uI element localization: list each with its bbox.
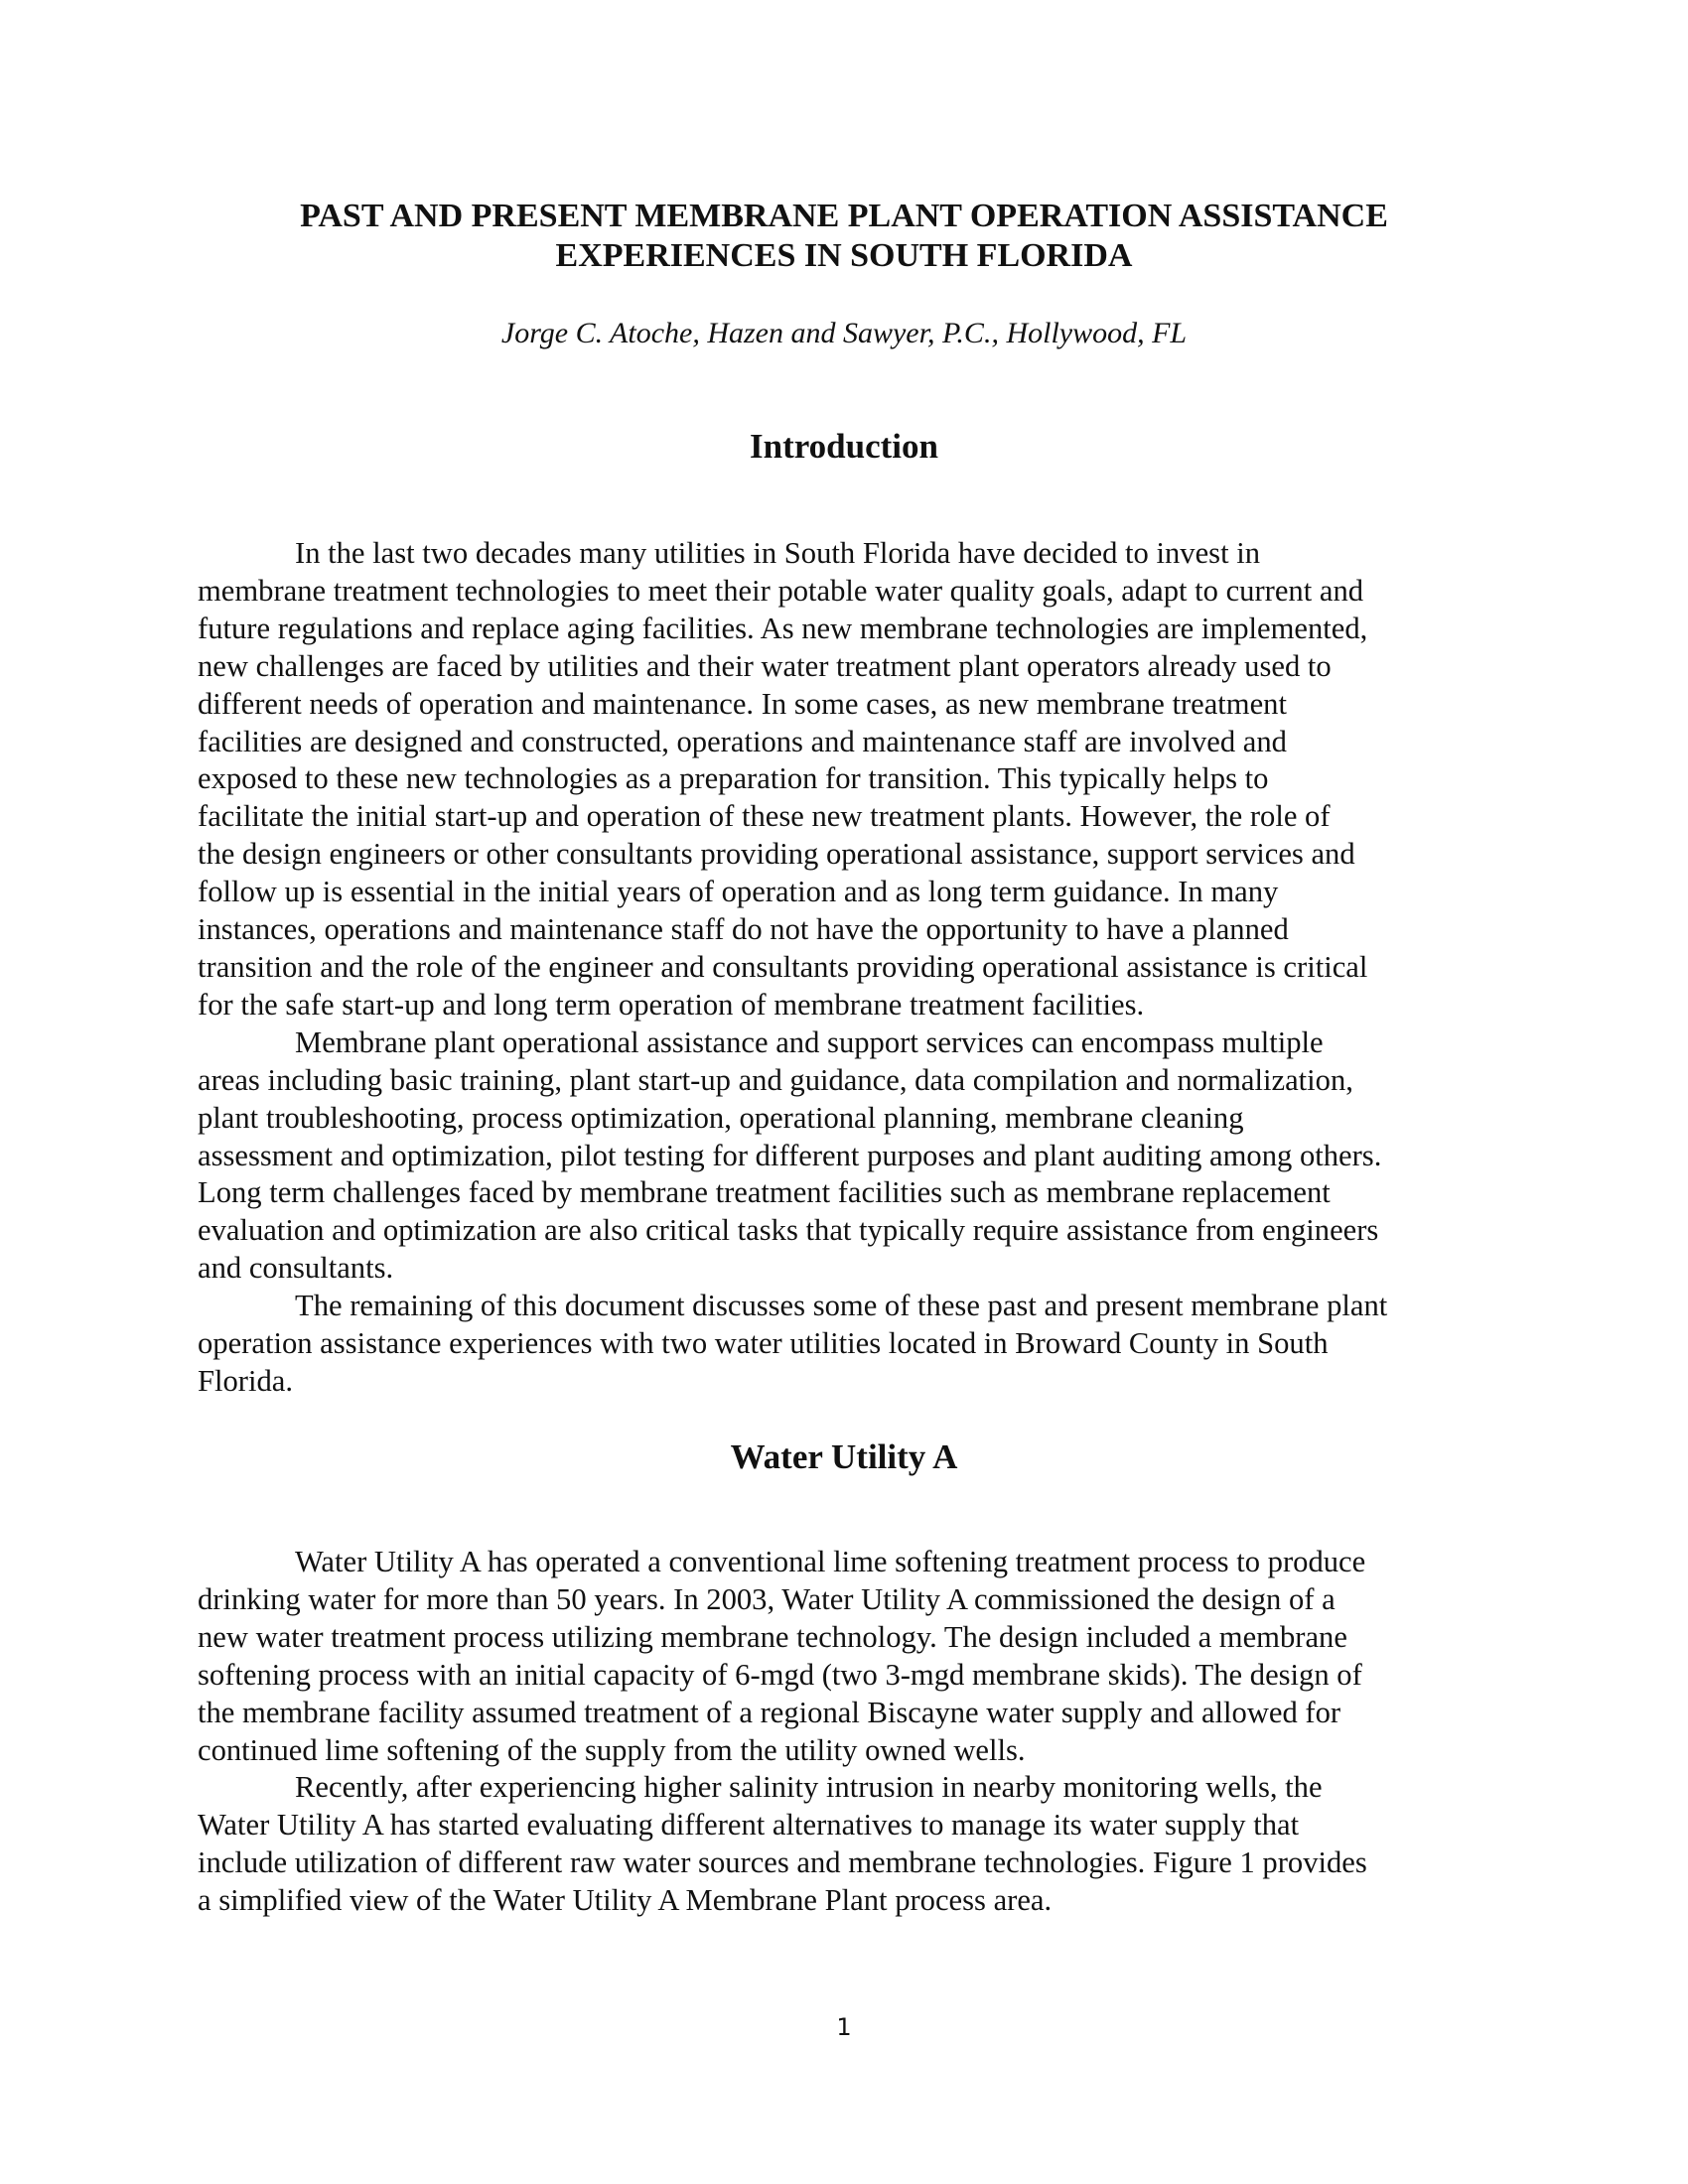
text-line: transition and the role of the engineer and consultants providing operational assistance is critical	[198, 949, 1368, 984]
document-title	[0, 197, 1688, 276]
page-number: 1	[836, 2013, 852, 2041]
text-line: facilitate the initial start-up and operation of these new treatment plants. However, the role of	[198, 799, 1331, 834]
text-line: a simplified view of the Water Utility A Membrane Plant process area.	[198, 1883, 1053, 1918]
title-line-2: EXPERIENCES IN SOUTH FLORIDA	[555, 237, 1133, 274]
text-line: areas including basic training, plant start-up and guidance, data compilation and normalization,	[198, 1062, 1353, 1097]
text-line: membrane treatment technologies to meet their potable water quality goals, adapt to current and	[198, 573, 1364, 608]
text-line: exposed to these new technologies as a preparation for transition. This typically helps to	[198, 761, 1269, 796]
title-line-1: PAST AND PRESENT MEMBRANE PLANT OPERATION ASSISTANCE	[300, 198, 1388, 234]
text-line: new challenges are faced by utilities and their water treatment plant operators already used to	[198, 648, 1332, 683]
text-line: include utilization of different raw water sources and membrane technologies. Figure 1 provides	[198, 1845, 1367, 1880]
text-line: assessment and optimization, pilot testing for different purposes and plant auditing among others.	[198, 1138, 1382, 1172]
text-line: plant troubleshooting, process optimization, operational planning, membrane cleaning	[198, 1100, 1244, 1135]
text-line: instances, operations and maintenance staff do not have the opportunity to have a planned	[198, 912, 1289, 947]
section-heading-introduction: Introduction	[750, 427, 938, 466]
text-line: Membrane plant operational assistance and support services can encompass multiple	[295, 1024, 1324, 1059]
text-line: for the safe start-up and long term operation of membrane treatment facilities.	[198, 987, 1145, 1022]
text-line: and consultants.	[198, 1251, 394, 1286]
text-line: follow up is essential in the initial years of operation and as long term guidance. In many	[198, 875, 1279, 909]
text-line: Water Utility A has started evaluating different alternatives to manage its water supply that	[198, 1808, 1300, 1843]
text-line: the membrane facility assumed treatment of a regional Biscayne water supply and allowed for	[198, 1695, 1341, 1729]
text-line: future regulations and replace aging facilities. As new membrane technologies are implemented,	[198, 611, 1368, 645]
text-line: facilities are designed and constructed, operations and maintenance staff are involved and	[198, 724, 1287, 758]
text-line: the design engineers or other consultants providing operational assistance, support services and	[198, 837, 1355, 872]
text-line: softening process with an initial capacity of 6-mgd (two 3-mgd membrane skids). The design of	[198, 1657, 1362, 1692]
text-line: Florida.	[198, 1363, 294, 1398]
text-line: Recently, after experiencing higher salinity intrusion in nearby monitoring wells, the	[295, 1770, 1323, 1805]
author-line: Jorge C. Atoche, Hazen and Sawyer, P.C., Hollywood, FL	[500, 317, 1188, 349]
section-heading-water-utility-a: Water Utility A	[730, 1437, 958, 1476]
text-line: continued lime softening of the supply from the utility owned wells.	[198, 1732, 1026, 1767]
introduction-body	[198, 535, 1498, 1401]
text-line: The remaining of this document discusses some of these past and present membrane plant	[295, 1289, 1388, 1323]
water-utility-a-body	[198, 1544, 1498, 1920]
text-line: Long term challenges faced by membrane treatment facilities such as membrane replacement	[198, 1175, 1331, 1210]
text-line: evaluation and optimization are also critical tasks that typically require assistance from engineers	[198, 1213, 1379, 1248]
text-line: Water Utility A has operated a conventional lime softening treatment process to produce	[295, 1545, 1366, 1578]
text-line: In the last two decades many utilities in South Florida have decided to invest in	[295, 536, 1261, 570]
text-line: drinking water for more than 50 years. In 2003, Water Utility A commissioned the design of a	[198, 1581, 1336, 1616]
text-line: operation assistance experiences with two water utilities located in Broward County in South	[198, 1326, 1329, 1361]
text-line: different needs of operation and maintenance. In some cases, as new membrane treatment	[198, 686, 1287, 721]
text-line: new water treatment process utilizing membrane technology. The design included a membrane	[198, 1619, 1347, 1654]
